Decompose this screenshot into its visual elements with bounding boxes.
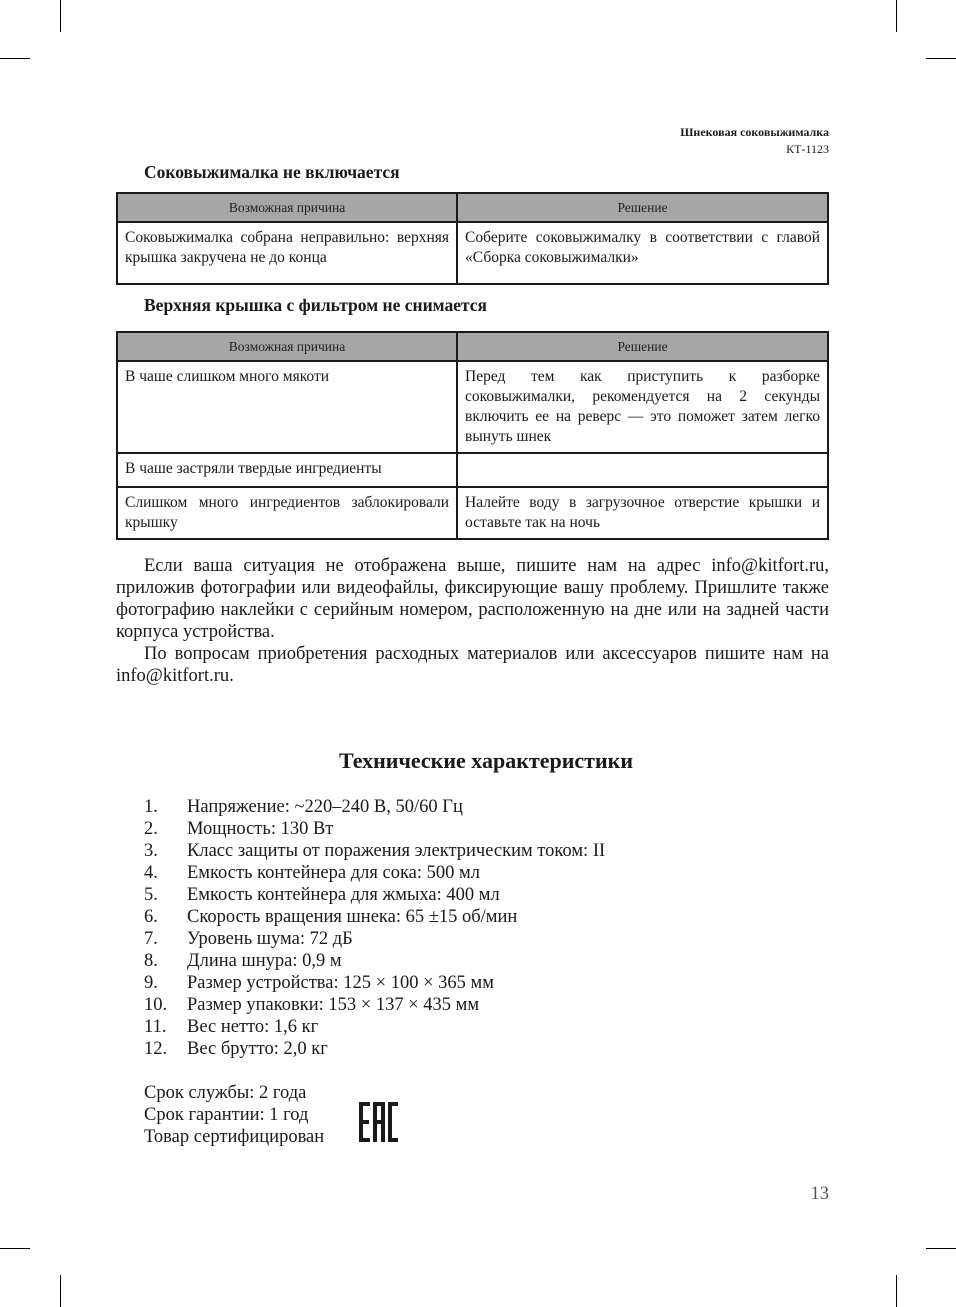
crop-mark [60,1275,61,1307]
item-text: Класс защиты от поражения электрическим током: II [187,841,606,861]
header-product: Шнековая соковыжималка [680,125,829,139]
crop-mark [0,1248,30,1249]
list-item [144,862,605,884]
solution-cell: Соберите соковыжималку в соответствии с главой «Сборка соковыжималки» [457,222,828,284]
solution-cell [457,453,828,487]
cause-cell: Соковыжималка собрана неправильно: верхняя крышка закручена не до конца [117,222,457,284]
warranty-period: Срок гарантии: 1 год [144,1105,309,1125]
item-number: 6. [144,907,158,927]
item-text: Емкость контейнера для жмыха: 400 мл [187,885,500,905]
troubleshooting-table [116,192,829,285]
section-title: Верхняя крышка с фильтром не снимается [144,295,488,315]
column-header-cause: Возможная причина [117,332,457,361]
contact-paragraph: По вопросам приобретения расходных материалов или аксессуаров пишите нам на info@kitfort.ru. [116,644,829,686]
table-row [117,361,828,453]
item-text: Напряжение: ~220–240 В, 50/60 Гц [187,797,463,817]
item-number: 5. [144,885,158,905]
crop-mark [896,1275,897,1307]
item-text: Вес нетто: 1,6 кг [187,1017,319,1037]
cause-cell: Слишком много ингредиентов заблокировали крышку [117,487,457,539]
contact-paragraph: Если ваша ситуация не отображена выше, пишите нам на адрес info@kitfort.ru, приложив фотографии или видеофайлы, фиксирующие вашу проблему. Пришлите также фотографию наклейки с серийным номером, расположенную на дне или на задней части корпуса устройства. [116,556,829,642]
item-text: Размер устройства: 125 × 100 × 365 мм [187,973,494,993]
item-number: 8. [144,951,158,971]
solution-cell: Налейте воду в загрузочное отверстие крышки и оставьте так на ночь [457,487,828,539]
item-number: 7. [144,929,158,949]
list-item [144,818,605,840]
list-item [144,994,605,1016]
certification-note: Товар сертифицирован [144,1127,325,1147]
cause-cell: В чаше застряли твердые ингредиенты [117,453,457,487]
page-number: 13 [810,1184,829,1204]
table-row [117,453,828,487]
item-number: 1. [144,797,158,817]
specs-list [144,796,605,1060]
item-text: Вес брутто: 2,0 кг [187,1039,328,1059]
list-item [144,950,605,972]
column-header-solution: Решение [457,193,828,222]
running-header [680,124,829,158]
crop-mark [896,0,897,32]
item-number: 3. [144,841,158,861]
solution-cell: Перед тем как приступить к разборке соковыжималки, рекомендуется на 2 секунды включить ее на реверс — это поможет затем легко вынуть шнек [457,361,828,453]
item-number: 11. [144,1017,167,1037]
item-number: 12. [144,1039,168,1059]
list-item [144,928,605,950]
eac-certification-icon [358,1101,399,1143]
item-number: 2. [144,819,158,839]
cause-cell: В чаше слишком много мякоти [117,361,457,453]
header-model: КТ-1123 [786,142,829,156]
column-header-cause: Возможная причина [117,193,457,222]
table-row [117,222,828,284]
warranty-info [144,1082,324,1148]
list-item [144,1016,605,1038]
table-row [117,487,828,539]
item-text: Длина шнура: 0,9 м [187,951,342,971]
crop-mark [0,58,30,59]
list-item [144,972,605,994]
item-number: 10. [144,995,168,1015]
item-text: Уровень шума: 72 дБ [187,929,353,949]
list-item [144,840,605,862]
list-item [144,1038,605,1060]
item-text: Мощность: 130 Вт [187,819,334,839]
troubleshooting-table [116,331,829,540]
item-text: Размер упаковки: 153 × 137 × 435 мм [187,995,480,1015]
crop-mark [926,1248,956,1249]
column-header-solution: Решение [457,332,828,361]
crop-mark [60,0,61,32]
section-title: Соковыжималка не включается [144,162,400,182]
item-number: 9. [144,973,158,993]
crop-mark [926,58,956,59]
list-item [144,884,605,906]
list-item [144,796,605,818]
item-text: Скорость вращения шнека: 65 ±15 об/мин [187,907,518,927]
contact-text [116,555,829,687]
item-text: Емкость контейнера для сока: 500 мл [187,863,480,883]
item-number: 4. [144,863,158,883]
specs-title: Технические характеристики [338,748,634,773]
list-item [144,906,605,928]
service-life: Срок службы: 2 года [144,1083,307,1103]
